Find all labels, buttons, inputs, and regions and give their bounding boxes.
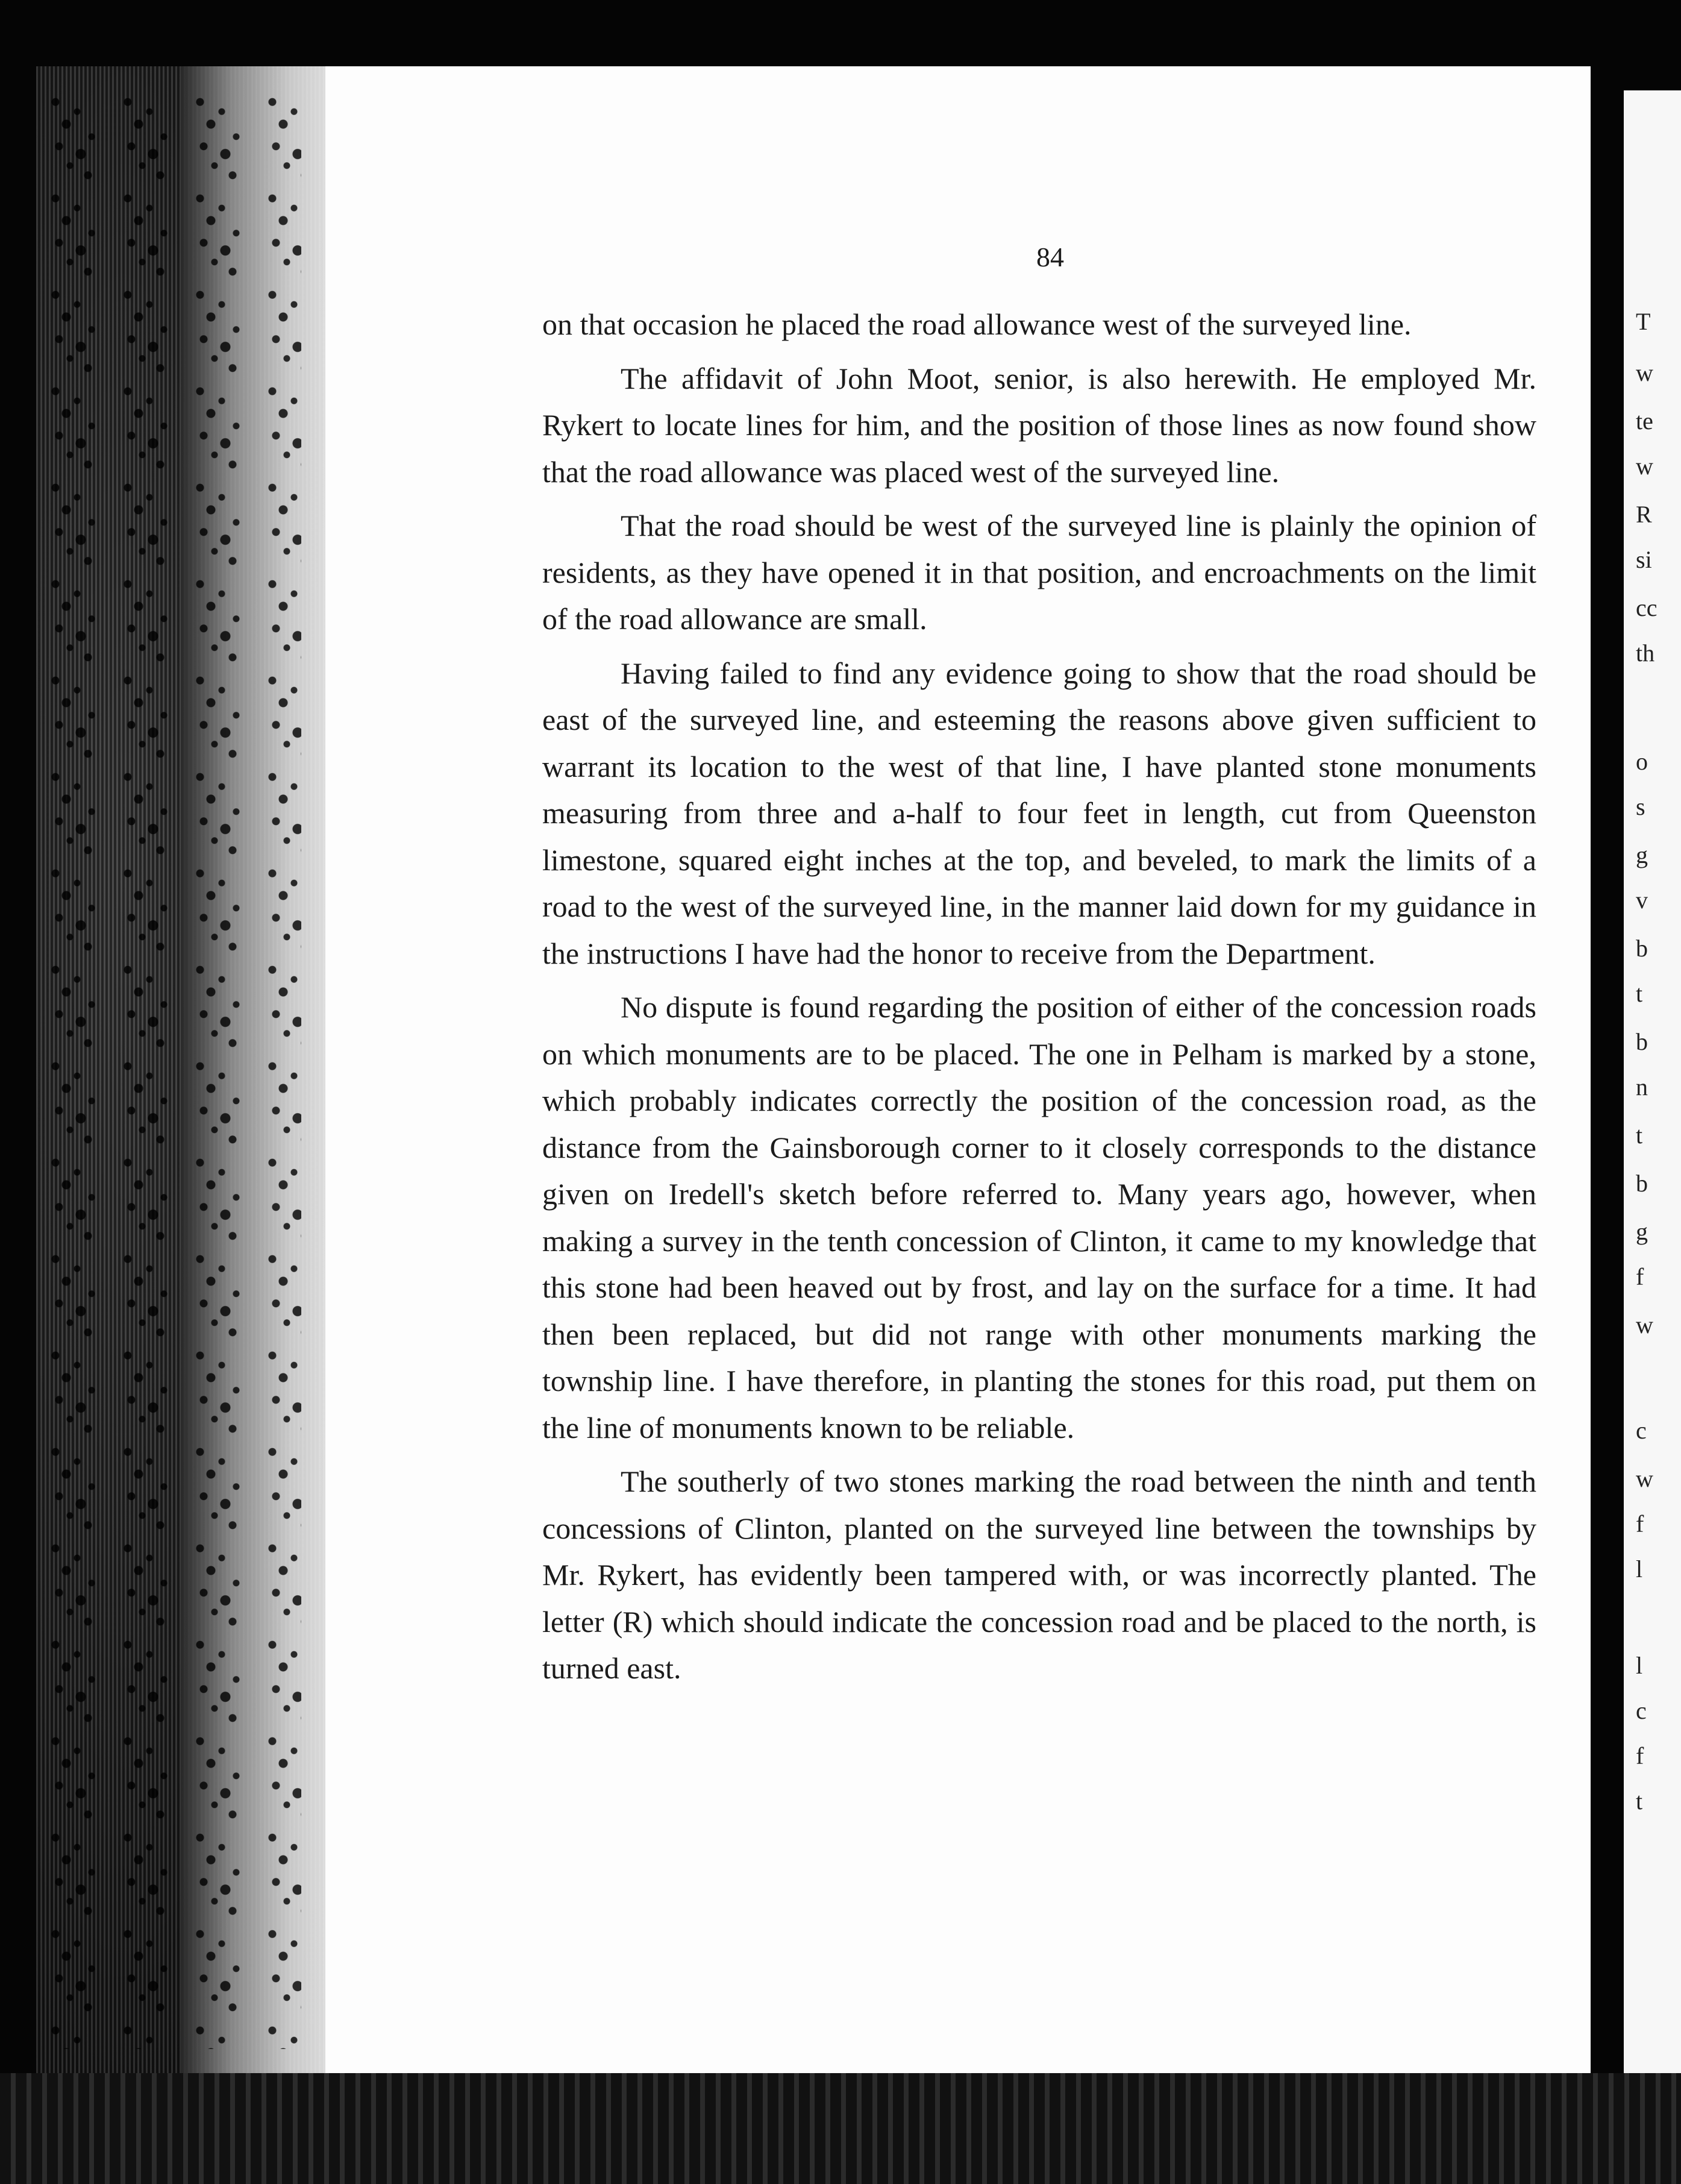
- facing-page-fragment: w: [1636, 1311, 1653, 1338]
- facing-page-fragment: l: [1636, 1555, 1643, 1583]
- facing-page-fragment: n: [1636, 1073, 1648, 1100]
- facing-page-fragment: g: [1636, 1218, 1648, 1245]
- facing-page-fragment: g: [1636, 841, 1648, 868]
- facing-page-fragment: v: [1636, 886, 1648, 914]
- facing-page-fragment: b: [1636, 1028, 1648, 1055]
- facing-page-fragment: t: [1636, 1122, 1643, 1149]
- page-number: 84: [1036, 242, 1064, 272]
- paragraph-2: The affidavit of John Moot, senior, is also herewith. He employed Mr. Rykert to locate lines for him, and the position of those lines as now found show that the road allowance was placed west of the surveyed line.: [542, 361, 1536, 489]
- facing-page-fragment: th: [1636, 639, 1655, 667]
- facing-page-fragment: s: [1636, 793, 1645, 820]
- document-page: [325, 66, 1591, 2073]
- facing-page-fragment: c: [1636, 1417, 1647, 1444]
- scan-noise: [48, 90, 301, 2049]
- facing-page-fragment: w: [1636, 359, 1653, 386]
- facing-page-fragment: T: [1636, 308, 1651, 335]
- facing-page-fragment: b: [1636, 935, 1648, 962]
- page-text-body: [542, 301, 1536, 1699]
- facing-page-fragment: l: [1636, 1652, 1643, 1679]
- scanner-bottom-edge: [0, 2073, 1681, 2184]
- facing-page-fragment: si: [1636, 546, 1652, 573]
- facing-page-fragment: t: [1636, 1787, 1643, 1815]
- facing-page-fragment: w: [1636, 453, 1653, 480]
- paragraph-3: That the road should be west of the surveyed line is plainly the opinion of residents, as they have opened it in that position, and encroachments on the limit of the road allowance are small.: [542, 509, 1536, 636]
- facing-page-fragment: f: [1636, 1263, 1644, 1290]
- facing-page-sliver: [1624, 90, 1681, 2079]
- facing-page-fragment: cc: [1636, 594, 1658, 621]
- facing-page-fragment: o: [1636, 748, 1648, 775]
- facing-page-fragment: t: [1636, 980, 1643, 1007]
- paragraph-6: The southerly of two stones marking the road between the ninth and tenth concessions of Clinton, planted on the surveyed line between the townships by Mr. Rykert, has evidently been tampered with, or was incorrectly planted. The letter (R) which should indicate the concession road and be placed to the north, is turned east.: [542, 1464, 1536, 1685]
- facing-page-fragment: f: [1636, 1742, 1644, 1769]
- paragraph-4: Having failed to find any evidence going to show that the road should be east of the surveyed line, and esteeming the reasons above given sufficient to warrant its location to the west of that line, I have planted stone monuments measuring from three and a-half to four feet in length, cut from Queenston limestone, squared eight inches at the top, and beveled, to mark the limits of a road to the west of the surveyed line, in the manner laid down for my guidance in the instructions I have had the honor to receive from the Department.: [542, 656, 1536, 970]
- facing-page-fragment: R: [1636, 501, 1652, 528]
- paragraph-1: on that occasion he placed the road allowance west of the surveyed line.: [542, 307, 1412, 341]
- facing-page-fragment: b: [1636, 1170, 1648, 1197]
- paragraph-5: No dispute is found regarding the position of either of the concession roads on which monuments are to be placed. The one in Pelham is marked by a stone, which probably indicates correctly the position of the concession road, as the distance from the Gainsborough corner to it closely corresponds to the distance given on Iredell's sketch before referred to. Many years ago, however, when making a survey in the tenth concession of Clinton, it came to my knowledge that this stone had been heaved out by frost, and lay on the surface for a time. It had then been replaced, but did not range with other monuments marking the township line. I have therefore, in planting the stones for this road, put them on the line of monuments known to be reliable.: [542, 990, 1536, 1445]
- facing-page-fragment: w: [1636, 1465, 1653, 1492]
- facing-page-fragment: te: [1636, 407, 1653, 435]
- facing-page-fragment: f: [1636, 1510, 1644, 1537]
- facing-page-fragment: c: [1636, 1697, 1647, 1724]
